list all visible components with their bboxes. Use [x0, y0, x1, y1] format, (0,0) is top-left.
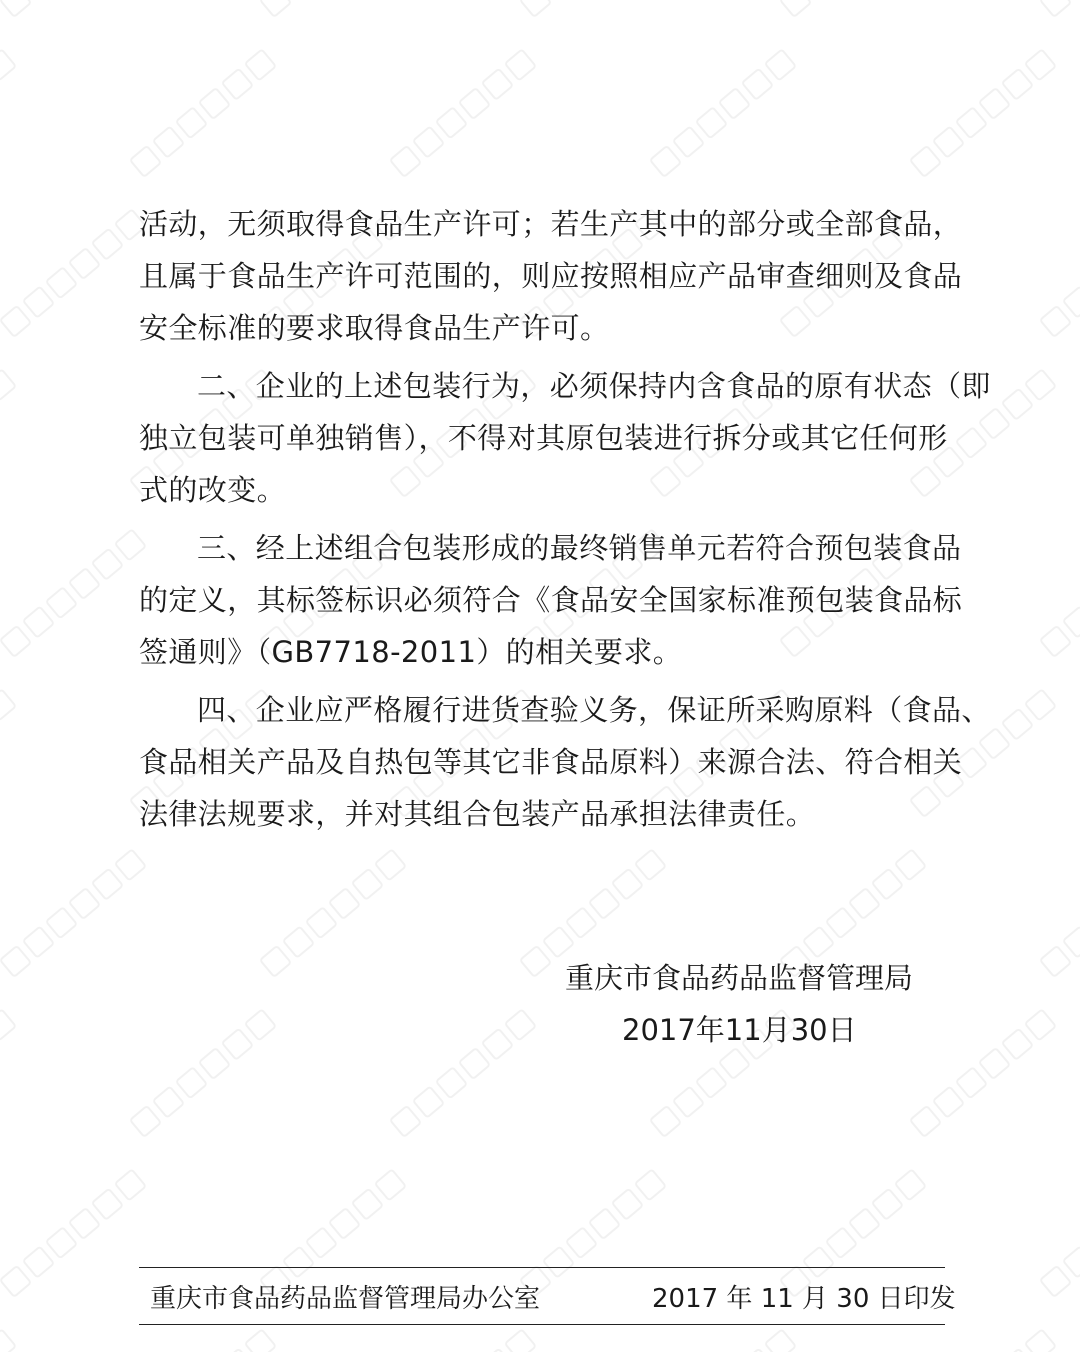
watermark-mark	[910, 1329, 1056, 1352]
paragraph	[139, 684, 991, 840]
watermark-mark	[390, 49, 536, 176]
watermark-mark	[130, 49, 276, 176]
watermark-mark	[780, 1169, 926, 1296]
footer-office: 重庆市食品药品监督管理局办公室	[150, 1284, 541, 1314]
text-line: 二、企业的上述包装行为，必须保持内含食品的原有状态（即	[197, 369, 991, 403]
paragraph	[139, 522, 963, 678]
watermark-mark	[0, 209, 146, 336]
watermark-mark	[390, 1329, 536, 1352]
text-line: 安全标准的要求取得食品生产许可。	[139, 311, 610, 345]
watermark-mark	[650, 1329, 796, 1352]
text-line: 四、企业应严格履行进货查验义务，保证所采购原料（食品、	[197, 693, 991, 727]
document-body	[139, 198, 991, 840]
watermark-mark	[130, 1009, 276, 1136]
watermark-mark	[0, 529, 146, 656]
paragraph	[139, 360, 991, 516]
watermark-mark	[650, 49, 796, 176]
text-line: 独立包装可单独销售），不得对其原包装进行拆分或其它任何形	[139, 421, 948, 455]
footer-divider-top	[139, 1267, 945, 1268]
footer-print-date: 2017 年 11 月 30 日印发	[652, 1284, 956, 1314]
watermark-mark	[520, 1169, 666, 1296]
text-line: 的定义，其标签标识必须符合《食品安全国家标准预包装食品标	[139, 583, 963, 617]
watermark-mark	[260, 849, 406, 976]
text-line: 活动，无须取得食品生产许可；若生产其中的部分或全部食品，	[139, 207, 963, 241]
watermark-mark	[0, 849, 146, 976]
watermark-mark	[780, 0, 926, 17]
text-line: 签通则》（GB7718-2011）的相关要求。	[139, 635, 683, 669]
watermark-mark	[0, 1009, 16, 1136]
watermark-mark	[910, 49, 1056, 176]
signature-date: 2017年11月30日	[622, 1013, 857, 1047]
watermark-mark	[0, 1169, 146, 1296]
text-line: 三、经上述组合包装形成的最终销售单元若符合预包装食品	[197, 531, 962, 565]
watermark-mark	[0, 1329, 16, 1352]
text-line: 法律法规要求，并对其组合包装产品承担法律责任。	[139, 797, 816, 831]
watermark-mark	[260, 0, 406, 17]
text-line: 式的改变。	[139, 473, 287, 507]
watermark-mark	[130, 1329, 276, 1352]
watermark-mark	[910, 1009, 1056, 1136]
watermark-mark	[520, 0, 666, 17]
watermark-mark	[0, 49, 16, 176]
watermark-mark	[1040, 0, 1080, 17]
text-line: 且属于食品生产许可范围的，则应按照相应产品审查细则及食品	[139, 259, 963, 293]
watermark-mark	[0, 369, 16, 496]
watermark-mark	[1040, 209, 1080, 336]
text-line: 食品相关产品及自热包等其它非食品原料）来源合法、符合相关	[139, 745, 963, 779]
watermark-mark	[0, 689, 16, 816]
footer-divider-bottom	[139, 1324, 945, 1325]
watermark-mark	[1040, 529, 1080, 656]
watermark-mark	[1040, 849, 1080, 976]
watermark-mark	[0, 0, 146, 17]
watermark-mark	[1040, 1169, 1080, 1296]
watermark-mark	[390, 1009, 536, 1136]
paragraph	[139, 198, 963, 354]
issuer-signature: 重庆市食品药品监督管理局	[565, 961, 914, 995]
watermark-mark	[260, 1169, 406, 1296]
